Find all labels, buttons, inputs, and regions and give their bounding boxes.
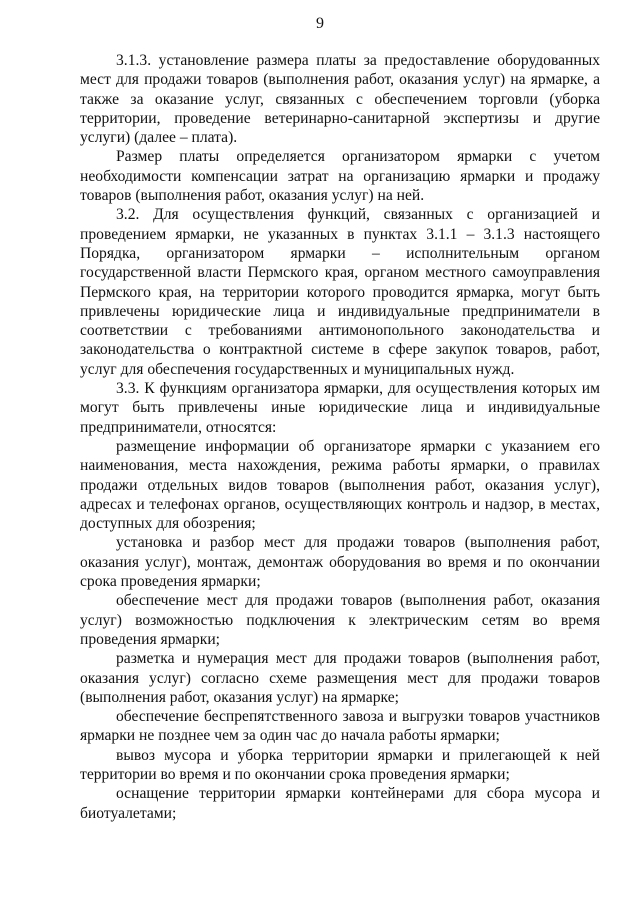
list-item-delivery: обеспечение беспрепятственного завоза и выгрузки товаров участников ярмарки не позднее чем за один час до начала работы ярмарки; <box>80 708 600 745</box>
list-item-marking: разметка и нумерация мест для продажи товаров (выполнения работ, оказания услуг) согласно схеме размещения мест для продажи товаров (выполнения работ, оказания услуг) на ярмарке; <box>80 650 600 706</box>
paragraph-fee-amount: Размер платы определяется организатором ярмарки с учетом необходимости компенсации затрат на организацию ярмарки и продажу товаров (выполнения работ, оказания услуг) на ней. <box>80 148 600 205</box>
list-item-waste-removal: вывоз мусора и уборка территории ярмарки и прилегающей к ней территории во время и по окончании срока проведения ярмарки; <box>80 746 600 783</box>
list-item-containers: оснащение территории ярмарки контейнерами для сбора мусора и биотуалетами; <box>80 785 600 822</box>
list-item-installation: установка и разбор мест для продажи товаров (выполнения работ, оказания услуг), монтаж, демонтаж оборудования во время и по окончании срока проведения ярмарки; <box>80 534 600 591</box>
document-body <box>80 51 600 823</box>
list-item-electricity: обеспечение мест для продажи товаров (выполнения работ, оказания услуг) возможностью подключения к электрическим сетям во время проведения ярмарки; <box>80 592 600 648</box>
paragraph-3-2: 3.2. Для осуществления функций, связанных с организацией и проведением ярмарки, не указанных в пунктах 3.1.1 – 3.1.3 настоящего Порядка, организатором ярмарки – исполнительным органом государственной власти Пермского края, органом местного самоуправления Пермского края, на территории которого проводится ярмарка, могут быть привлечены юридические лица и индивидуальные предприниматели в соответствии с требованиями антимонопольного законодательства и законодательства о контрактной системе в сфере закупок товаров, работ, услуг для обеспечения государственных и муниципальных нужд. <box>80 206 600 378</box>
page-number: 9 <box>316 15 324 32</box>
list-item-info-placement: размещение информации об организаторе ярмарки с указанием его наименования, места нахождения, режима работы ярмарки, о правилах продажи отдельных видов товаров (выполнения работ, оказания услуг), адресах и телефонах органов, осуществляющих контроль и надзор, в местах, доступных для обозрения; <box>80 437 600 533</box>
paragraph-3-3: 3.3. К функциям организатора ярмарки, для осуществления которых им могут быть привлечены иные юридические лица и индивидуальные предприниматели, относятся: <box>80 380 600 436</box>
paragraph-3-1-3: 3.1.3. установление размера платы за предоставление оборудованных мест для продажи товаров (выполнения работ, оказания услуг) на ярмарке, а также за оказание услуг, связанных с обеспечением торговли (уборка территории, проведение ветеринарно-санитарной экспертизы и другие услуги) (далее – плата). <box>80 52 600 147</box>
